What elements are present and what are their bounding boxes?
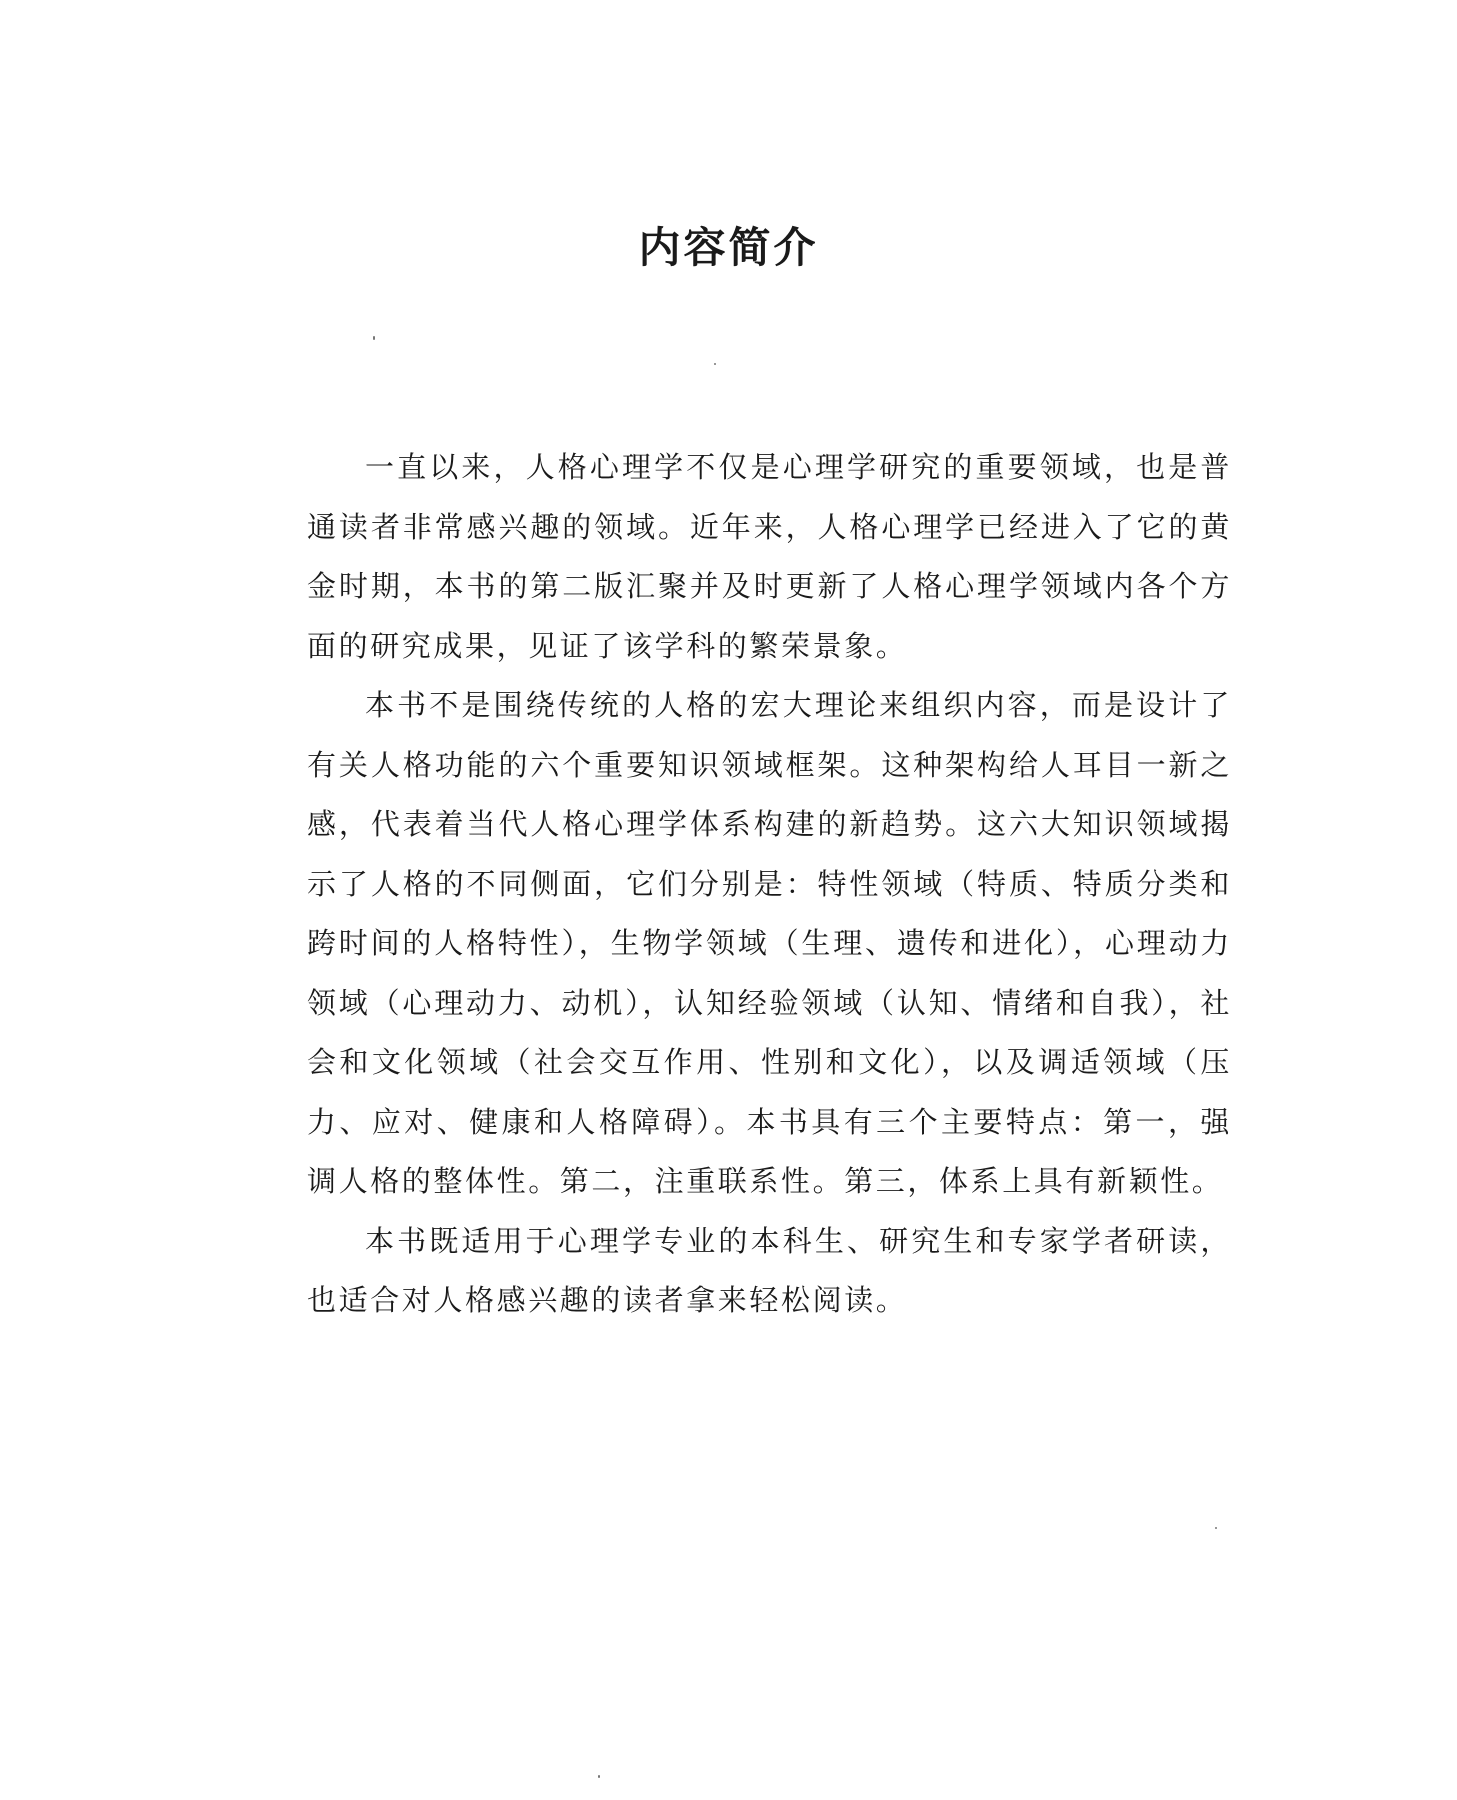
- scan-speck: [1215, 1527, 1217, 1529]
- page-title: 内容简介: [638, 223, 819, 272]
- scan-speck: [598, 1775, 600, 1778]
- paragraph-1: 一直以来，人格心理学不仅是心理学研究的重要领域，也是普通读者非常感兴趣的领域。近年来，人格心理学已经进入了它的黄金时期，本书的第二版汇聚并及时更新了人格心理学领域内各个方面的研究成果，见证了该学科的繁荣景象。: [307, 450, 1232, 663]
- scan-speck: [373, 336, 375, 340]
- paragraph-2: 本书不是围绕传统的人格的宏大理论来组织内容，而是设计了有关人格功能的六个重要知识领域框架。这种架构给人耳目一新之感，代表着当代人格心理学体系构建的新趋势。这六大知识领域揭示了人格的不同侧面，它们分别是：特性领域（特质、特质分类和跨时间的人格特性），生物学领域（生理、遗传和进化），心理动力领域（心理动力、动机），认知经验领域（认知、情绪和自我），社会和文化领域（社会交互作用、性别和文化），以及调适领域（压力、应对、健康和人格障碍）。本书具有三个主要特点：第一，强调人格的整体性。第二，注重联系性。第三，体系上具有新颖性。: [307, 688, 1232, 1198]
- paragraph-3: 本书既适用于心理学专业的本科生、研究生和专家学者研读，也适合对人格感兴趣的读者拿来轻松阅读。: [307, 1223, 1232, 1317]
- body-text: [307, 438, 1232, 1331]
- scan-speck: [714, 363, 716, 365]
